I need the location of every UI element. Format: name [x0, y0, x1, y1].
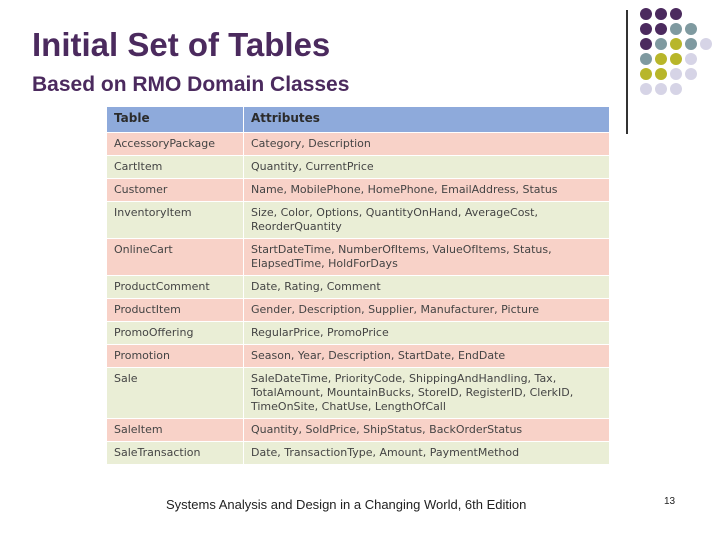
- table-row: [107, 239, 610, 276]
- slide-title: Initial Set of Tables: [32, 26, 331, 63]
- table-name-cell: OnlineCart: [107, 239, 244, 276]
- table-row: [107, 299, 610, 322]
- divider-line: [626, 10, 628, 134]
- table-header-row: [107, 107, 610, 133]
- decorative-dot: [655, 53, 667, 65]
- attributes-cell: Size, Color, Options, QuantityOnHand, AverageCost, ReorderQuantity: [244, 202, 610, 239]
- table-row: [107, 276, 610, 299]
- attributes-cell: Date, Rating, Comment: [244, 276, 610, 299]
- decorative-dot: [670, 68, 682, 80]
- decorative-dot: [700, 38, 712, 50]
- table-row: [107, 133, 610, 156]
- table-row: [107, 368, 610, 419]
- attributes-cell: SaleDateTime, PriorityCode, ShippingAndHandling, Tax, TotalAmount, MountainBucks, StoreID, RegisterID, ClerkID, TimeOnSite, ChatUse, LengthOfCall: [244, 368, 610, 419]
- attributes-cell: Quantity, CurrentPrice: [244, 156, 610, 179]
- attributes-cell: StartDateTime, NumberOfItems, ValueOfItems, Status, ElapsedTime, HoldForDays: [244, 239, 610, 276]
- decorative-dot: [640, 68, 652, 80]
- decorative-dot: [685, 53, 697, 65]
- decorative-dot: [655, 38, 667, 50]
- table-row: [107, 322, 610, 345]
- table-row: [107, 202, 610, 239]
- attributes-cell: Gender, Description, Supplier, Manufacturer, Picture: [244, 299, 610, 322]
- table-row: [107, 442, 610, 465]
- decorative-dot: [685, 38, 697, 50]
- table-name-cell: CartItem: [107, 156, 244, 179]
- rmo-tables: [106, 106, 610, 465]
- decorative-dot: [640, 53, 652, 65]
- table-row: [107, 345, 610, 368]
- attributes-cell: RegularPrice, PromoPrice: [244, 322, 610, 345]
- decorative-dot: [685, 23, 697, 35]
- table-row: [107, 179, 610, 202]
- page-number: 13: [664, 496, 676, 507]
- decorative-dot: [670, 8, 682, 20]
- attributes-cell: Name, MobilePhone, HomePhone, EmailAddress, Status: [244, 179, 610, 202]
- attributes-cell: Quantity, SoldPrice, ShipStatus, BackOrderStatus: [244, 419, 610, 442]
- decorative-dot: [640, 8, 652, 20]
- table-name-cell: Sale: [107, 368, 244, 419]
- table-row: [107, 156, 610, 179]
- decorative-dot: [670, 83, 682, 95]
- table-name-cell: ProductComment: [107, 276, 244, 299]
- decorative-dot-grid: [640, 8, 720, 120]
- table-name-cell: SaleItem: [107, 419, 244, 442]
- attributes-cell: Category, Description: [244, 133, 610, 156]
- attributes-cell: Season, Year, Description, StartDate, EndDate: [244, 345, 610, 368]
- table-name-cell: AccessoryPackage: [107, 133, 244, 156]
- decorative-dot: [685, 68, 697, 80]
- table-row: [107, 419, 610, 442]
- table-name-cell: SaleTransaction: [107, 442, 244, 465]
- decorative-dot: [670, 53, 682, 65]
- decorative-dot: [640, 38, 652, 50]
- decorative-dot: [655, 83, 667, 95]
- decorative-dot: [670, 38, 682, 50]
- decorative-dot: [640, 23, 652, 35]
- table-name-cell: Promotion: [107, 345, 244, 368]
- decorative-dot: [655, 68, 667, 80]
- table-name-cell: ProductItem: [107, 299, 244, 322]
- table-name-cell: PromoOffering: [107, 322, 244, 345]
- header-table: Table: [107, 107, 244, 133]
- decorative-dot: [655, 23, 667, 35]
- slide-subtitle: Based on RMO Domain Classes: [32, 73, 350, 96]
- decorative-dot: [655, 8, 667, 20]
- decorative-dot: [670, 23, 682, 35]
- attributes-cell: Date, TransactionType, Amount, PaymentMethod: [244, 442, 610, 465]
- decorative-dot: [640, 83, 652, 95]
- table-name-cell: InventoryItem: [107, 202, 244, 239]
- header-attributes: Attributes: [244, 107, 610, 133]
- table-name-cell: Customer: [107, 179, 244, 202]
- slide-footer: Systems Analysis and Design in a Changing World, 6th Edition: [166, 497, 527, 512]
